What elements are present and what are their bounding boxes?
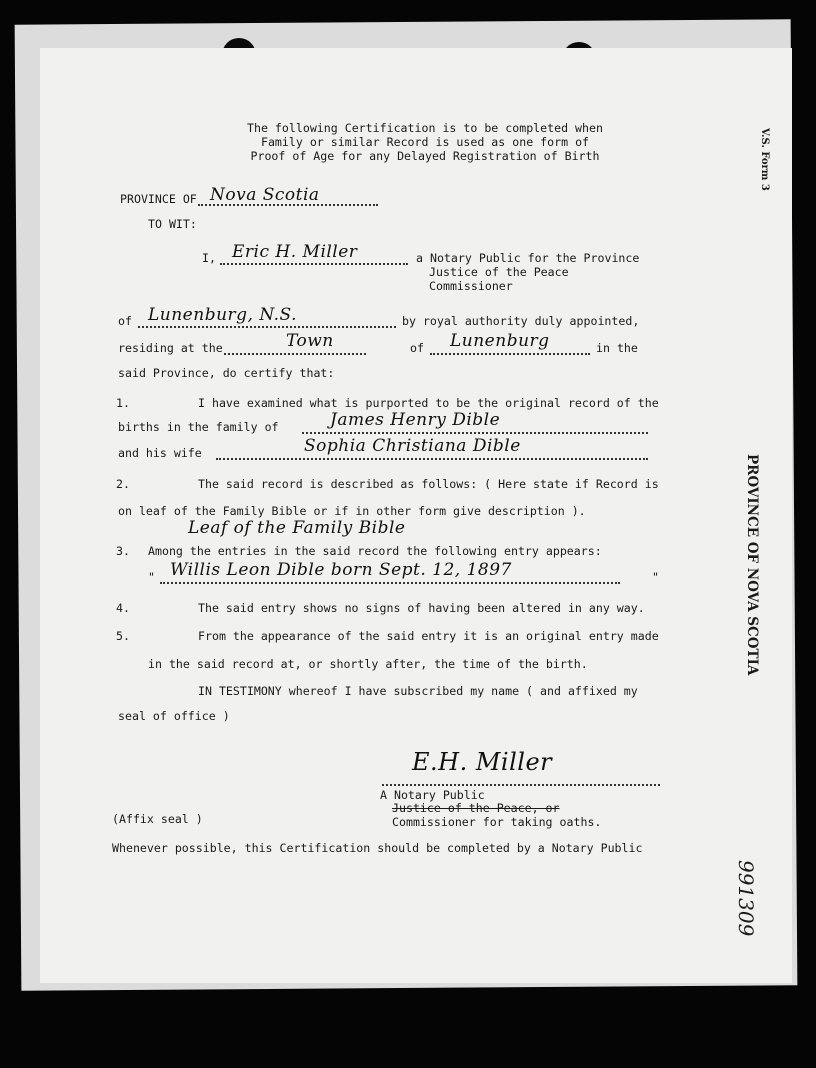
residing-value: Town: [286, 331, 334, 351]
province-title-vertical: PROVINCE OF NOVA SCOTIA: [744, 454, 760, 676]
entry-line: [160, 582, 620, 584]
wife-name: Sophia Christiana Dible: [304, 436, 521, 456]
item5-line2: in the said record at, or shortly after, the time of the birth.: [148, 657, 588, 671]
residing-line: [224, 353, 366, 355]
item-number-3: 3.: [116, 544, 130, 558]
notary-name: Eric H. Miller: [232, 242, 358, 262]
of-line: [138, 326, 396, 328]
residing-place: Lunenburg: [450, 331, 550, 351]
signature-title-1: A Notary Public: [380, 788, 485, 802]
residing-label: residing at the: [118, 341, 223, 355]
item1-line1: I have examined what is purported to be the original record of the: [198, 396, 659, 410]
header-line-2: Family or similar Record is used as one form of: [260, 135, 590, 149]
quote-close: ": [652, 570, 659, 584]
record-description: Leaf of the Family Bible: [188, 518, 406, 538]
item5-line1: From the appearance of the said entry it is an original entry made: [198, 629, 659, 643]
item3-line1: Among the entries in the said record the following entry appears:: [148, 544, 602, 558]
i-label: I,: [202, 251, 216, 265]
family-name-line: [302, 432, 648, 434]
province-label: PROVINCE OF: [120, 192, 197, 206]
testimony-line1: IN TESTIMONY whereof I have subscribed my name ( and affixed my: [198, 684, 638, 698]
family-name: James Henry Dible: [330, 410, 501, 430]
of-label-2: of: [410, 341, 424, 355]
province-value: Nova Scotia: [210, 185, 320, 205]
quote-open: ": [148, 570, 155, 584]
signature-title-2: Justice of the Peace, or: [392, 801, 560, 815]
affix-seal: (Affix seal ): [112, 812, 203, 826]
item-number-5: 5.: [116, 629, 130, 643]
signature: E.H. Miller: [412, 748, 553, 776]
signature-line: [382, 784, 660, 786]
to-wit-label: TO WIT:: [148, 217, 197, 231]
wife-name-line: [216, 458, 648, 460]
notary-title-3: Commissioner: [429, 279, 513, 293]
form-number: V.S. Form 3: [759, 128, 770, 191]
wife-label: and his wife: [118, 446, 202, 460]
testimony-line2: seal of office ): [118, 709, 230, 723]
header-line-1: The following Certification is to be completed when: [247, 121, 603, 135]
of-label: of: [118, 314, 132, 328]
item-number-1: 1.: [116, 396, 130, 410]
item-number-2: 2.: [116, 477, 130, 491]
certificate-page: [40, 48, 792, 983]
residing-place-line: [430, 353, 590, 355]
entry-text: Willis Leon Dible born Sept. 12, 1897: [170, 560, 512, 580]
item2-line2: on leaf of the Family Bible or if in other form give description ).: [118, 504, 586, 518]
item2-line1: The said record is described as follows: ( Here state if Record is: [198, 477, 659, 491]
item-number-4: 4.: [116, 601, 130, 615]
royal-authority: by royal authority duly appointed,: [402, 314, 640, 328]
said-province: said Province, do certify that:: [118, 366, 335, 380]
header-line-3: Proof of Age for any Delayed Registration of Birth: [250, 149, 600, 163]
file-number: 991309: [734, 860, 758, 937]
notary-title-2: Justice of the Peace: [429, 265, 569, 279]
item1-line2: births in the family of: [118, 420, 279, 434]
signature-title-3: Commissioner for taking oaths.: [392, 815, 602, 829]
notary-name-line: [220, 263, 408, 265]
footer-note: Whenever possible, this Certification should be completed by a Notary Public: [112, 841, 643, 855]
notary-title-1: a Notary Public for the Province: [416, 251, 640, 265]
item4-text: The said entry shows no signs of having been altered in any way.: [198, 601, 645, 615]
of-value: Lunenburg, N.S.: [148, 305, 297, 325]
in-the-label: in the: [596, 341, 638, 355]
